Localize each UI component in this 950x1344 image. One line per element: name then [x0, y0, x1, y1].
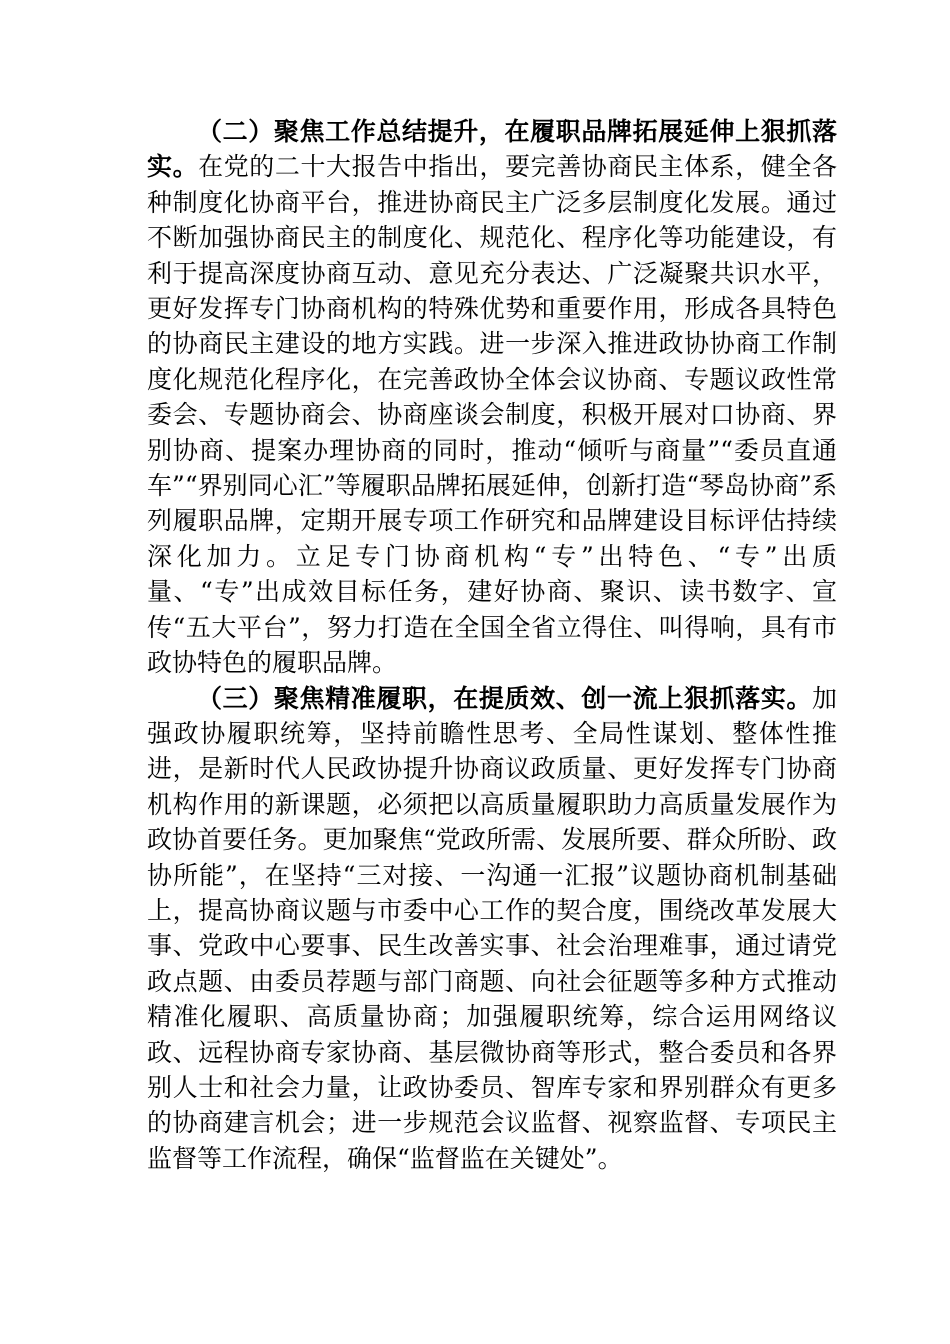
document-body [147, 114, 837, 1176]
section-two-heading: （二）聚焦工作总结提升，在履职品牌拓展延伸上狠抓落实。 [147, 117, 837, 182]
section-three-body: 加强政协履职统筹，坚持前瞻性思考、全局性谋划、整体性推进，是新时代人民政协提升协商议政质量、更好发挥专门协商机构作用的新课题，必须把以高质量履职助力高质量发展作为政协首要任务。更加聚焦“党政所需、发展所要、群众所盼、政协所能”，在坚持“三对接、一沟通一汇报”议题协商机制基础上，提高协商议题与市委中心工作的契合度，围绕改革发展大事、党政中心要事、民生改善实事、社会治理难事，通过请党政点题、由委员荐题与部门商题、向社会征题等多种方式推动精准化履职、高质量协商；加强履职统筹，综合运用网络议政、远程协商专家协商、基层微协商等形式，整合委员和各界别人士和社会力量，让政协委员、智库专家和界别群众有更多的协商建言机会；进一步规范会议监督、视察监督、专项民主监督等工作流程，确保“监督监在关键处”。 [147, 683, 837, 1173]
paragraph-section-three [147, 681, 837, 1177]
section-two-body: 在党的二十大报告中指出，要完善协商民主体系，健全各种制度化协商平台，推进协商民主广泛多层制度化发展。通过不断加强协商民主的制度化、规范化、程序化等功能建设，有利于提高深度协商互动、意见充分表达、广泛凝聚共识水平，更好发挥专门协商机构的特殊优势和重要作用，形成各具特色的协商民主建设的地方实践。进一步深入推进政协协商工作制度化规范化程序化，在完善政协全体会议协商、专题议政性常委会、专题协商会、协商座谈会制度，积极开展对口协商、界别协商、提案办理协商的同时，推动“倾听与商量”“委员直通车”“界别同心汇”等履职品牌拓展延伸，创新打造“琴岛协商”系列履职品牌，定期开展专项工作研究和品牌建设目标评估持续深化加力。立足专门协商机构“专”出特色、“专”出质量、“专”出成效目标任务，建好协商、聚识、读书数字、宣传“五大平台”，努力打造在全国全省立得住、叫得响，具有市政协特色的履职品牌。 [147, 152, 837, 678]
section-three-heading: （三）聚焦精准履职，在提质效、创一流上狠抓落实。 [197, 683, 812, 713]
paragraph-section-two [147, 114, 837, 681]
